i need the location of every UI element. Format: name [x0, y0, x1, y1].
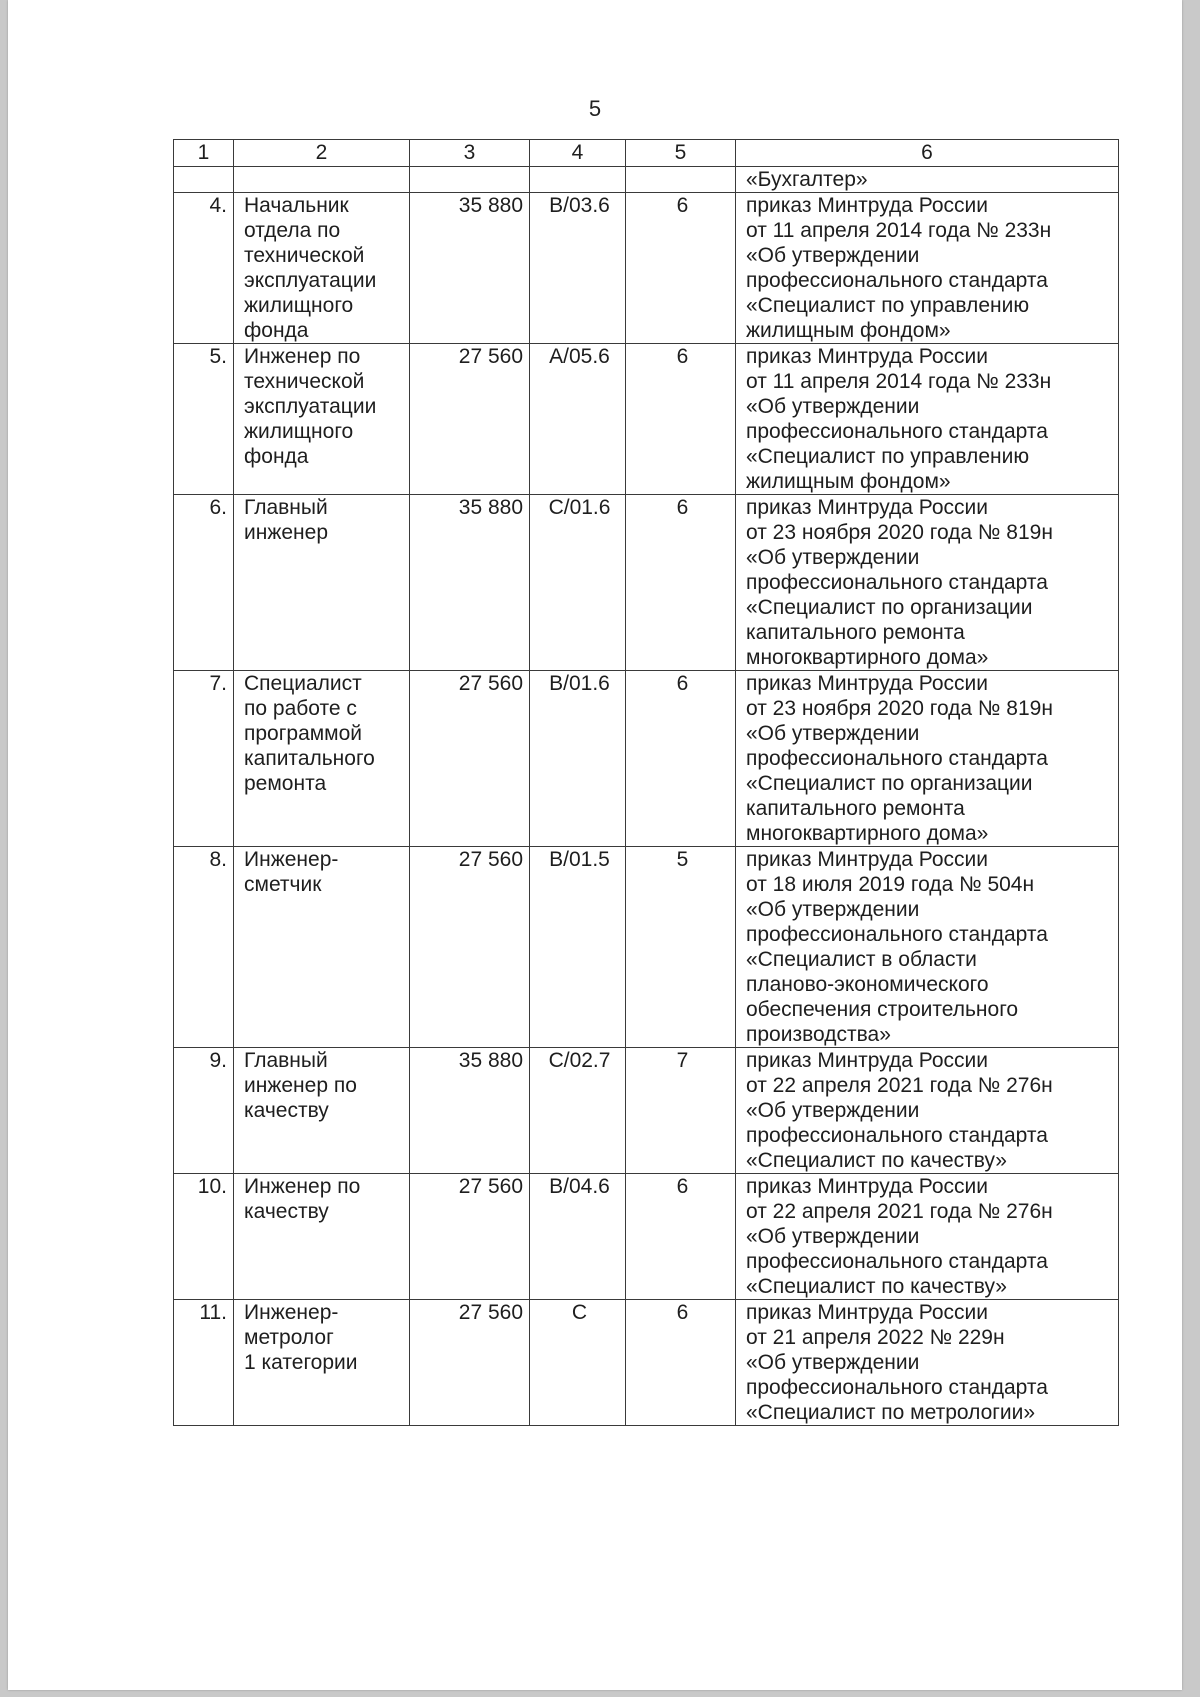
column-header-6: 6 [736, 140, 1119, 167]
professional-standard [736, 1300, 1119, 1426]
continuation-cell-5 [626, 167, 736, 193]
table-row [174, 1174, 1119, 1300]
professional-standard-line: профессионального стандарта [746, 1376, 1048, 1399]
professional-standard-line: профессионального стандарта [746, 923, 1048, 946]
position-title-line: жилищного [244, 294, 354, 317]
qualification-level: 6 [626, 671, 736, 847]
professional-standard-line: от 22 апреля 2021 года № 276н [746, 1074, 1053, 1097]
row-number: 7. [174, 671, 234, 847]
professional-standard-line: «Специалист по организации [746, 772, 1033, 795]
column-header-1: 1 [174, 140, 234, 167]
position-title-line: Инженер- [244, 848, 339, 871]
function-code: B/03.6 [530, 193, 626, 344]
professional-standard-line: планово-экономического [746, 973, 989, 996]
professional-standard-line: многоквартирного дома» [746, 822, 989, 845]
qualification-level: 6 [626, 495, 736, 671]
position-title-line: программой [244, 722, 363, 745]
professional-standard-line: многоквартирного дома» [746, 646, 989, 669]
professional-standard-line: капитального ремонта [746, 621, 965, 644]
position-title [234, 847, 410, 1048]
professional-standard-line: от 22 апреля 2021 года № 276н [746, 1200, 1053, 1223]
professional-standard-line: «Об утверждении [746, 546, 920, 569]
table-row [174, 1300, 1119, 1426]
position-title-line: Главный [244, 496, 328, 519]
continuation-cell-2 [234, 167, 410, 193]
professional-standard [736, 847, 1119, 1048]
professional-standard-line: «Специалист по качеству» [746, 1275, 1007, 1298]
position-title [234, 1300, 410, 1426]
function-code: B/04.6 [530, 1174, 626, 1300]
professional-standard-line: профессионального стандарта [746, 420, 1048, 443]
professional-standard [736, 193, 1119, 344]
professional-standard-line: производства» [746, 1023, 891, 1046]
professional-standard-line: «Специалист по управлению [746, 445, 1030, 468]
professional-standard-line: приказ Минтруда России [746, 194, 989, 217]
position-title-line: Главный [244, 1049, 328, 1072]
professional-standard-line: капитального ремонта [746, 797, 965, 820]
column-header-4: 4 [530, 140, 626, 167]
professional-standard-line: от 23 ноября 2020 года № 819н [746, 521, 1053, 544]
professional-standard-line: «Об утверждении [746, 1351, 920, 1374]
salary-value: 27 560 [410, 344, 530, 495]
position-title-line: эксплуатации [244, 269, 377, 292]
professional-standard-line: профессионального стандарта [746, 1124, 1048, 1147]
table-row [174, 495, 1119, 671]
professional-standard-line: от 11 апреля 2014 года № 233н [746, 219, 1052, 242]
professional-standard [736, 1048, 1119, 1174]
position-title-line: инженер по [244, 1074, 357, 1097]
position-title-line: Специалист [244, 672, 362, 695]
professional-standard [736, 495, 1119, 671]
professional-standard-line: «Специалист по метрологии» [746, 1401, 1036, 1424]
position-title-line: метролог [244, 1326, 334, 1349]
salary-value: 27 560 [410, 1300, 530, 1426]
function-code: A/05.6 [530, 344, 626, 495]
professional-standard-line: от 11 апреля 2014 года № 233н [746, 370, 1052, 393]
row-number: 5. [174, 344, 234, 495]
position-title-line: технической [244, 244, 365, 267]
salary-value: 35 880 [410, 193, 530, 344]
professional-standard-line: профессионального стандарта [746, 269, 1048, 292]
professional-standard-line: «Специалист по управлению [746, 294, 1030, 317]
professional-standard-line: приказ Минтруда России [746, 1175, 989, 1198]
professional-standard-line: «Об утверждении [746, 244, 920, 267]
qualification-level: 7 [626, 1048, 736, 1174]
professional-standard [736, 344, 1119, 495]
row-number: 6. [174, 495, 234, 671]
professional-standard-line: профессионального стандарта [746, 1250, 1048, 1273]
table-row [174, 1048, 1119, 1174]
professional-standard-line: обеспечения строительного [746, 998, 1019, 1021]
position-title-line: по работе с [244, 697, 357, 720]
table-row [174, 344, 1119, 495]
professional-standard-line: «Об утверждении [746, 395, 920, 418]
position-title-line: жилищного [244, 420, 354, 443]
position-title-line: Инженер по [244, 345, 361, 368]
position-title-line: капитального [244, 747, 375, 770]
position-title-line: отдела по [244, 219, 341, 242]
professional-standard-line: «Об утверждении [746, 898, 920, 921]
professional-standard-line: от 21 апреля 2022 № 229н [746, 1326, 1005, 1349]
row-number: 10. [174, 1174, 234, 1300]
table-row [174, 193, 1119, 344]
row-number: 8. [174, 847, 234, 1048]
qualification-level: 6 [626, 1174, 736, 1300]
professional-standard [736, 671, 1119, 847]
row-number: 11. [174, 1300, 234, 1426]
professional-standard-line: профессионального стандарта [746, 747, 1048, 770]
position-title-line: 1 категории [244, 1351, 358, 1374]
row-number: 4. [174, 193, 234, 344]
position-title-line: качеству [244, 1200, 329, 1223]
salary-value: 35 880 [410, 1048, 530, 1174]
position-title-line: сметчик [244, 873, 322, 896]
continuation-row [174, 167, 1119, 193]
position-title-line: Инженер по [244, 1175, 361, 1198]
professional-standard-line: приказ Минтруда России [746, 1301, 989, 1324]
qualification-level: 6 [626, 1300, 736, 1426]
professional-standard-line: приказ Минтруда России [746, 1049, 989, 1072]
function-code: B/01.6 [530, 671, 626, 847]
salary-value: 35 880 [410, 495, 530, 671]
salary-value: 27 560 [410, 671, 530, 847]
salary-value: 27 560 [410, 1174, 530, 1300]
position-title [234, 193, 410, 344]
qualification-level: 5 [626, 847, 736, 1048]
position-title-line: качеству [244, 1099, 329, 1122]
professional-standard-line: профессионального стандарта [746, 571, 1048, 594]
professional-standard-line: жилищным фондом» [746, 470, 951, 493]
salary-value: 27 560 [410, 847, 530, 1048]
positions-table [173, 139, 1119, 1426]
function-code: C [530, 1300, 626, 1426]
column-header-5: 5 [626, 140, 736, 167]
professional-standard-line: приказ Минтруда России [746, 496, 989, 519]
position-title [234, 671, 410, 847]
position-title [234, 495, 410, 671]
position-title-line: фонда [244, 319, 309, 342]
position-title-line: Инженер- [244, 1301, 339, 1324]
continuation-cell-3 [410, 167, 530, 193]
continuation-cell-1 [174, 167, 234, 193]
row-number: 9. [174, 1048, 234, 1174]
professional-standard-line: от 18 июля 2019 года № 504н [746, 873, 1035, 896]
position-title [234, 344, 410, 495]
table-row [174, 847, 1119, 1048]
function-code: C/02.7 [530, 1048, 626, 1174]
document-page [8, 0, 1182, 1690]
position-title-line: эксплуатации [244, 395, 377, 418]
position-title-line: Начальник [244, 194, 349, 217]
professional-standard-line: приказ Минтруда России [746, 345, 989, 368]
professional-standard-line: «Специалист по организации [746, 596, 1033, 619]
professional-standard [736, 1174, 1119, 1300]
professional-standard-line: приказ Минтруда России [746, 848, 989, 871]
position-title-line: технической [244, 370, 365, 393]
function-code: C/01.6 [530, 495, 626, 671]
professional-standard-line: «Об утверждении [746, 1099, 920, 1122]
position-title-line: ремонта [244, 772, 327, 795]
professional-standard-line: «Об утверждении [746, 1225, 920, 1248]
professional-standard-line: жилищным фондом» [746, 319, 951, 342]
professional-standard-line: «Специалист по качеству» [746, 1149, 1007, 1172]
function-code: B/01.5 [530, 847, 626, 1048]
page-number: 5 [588, 96, 602, 121]
position-title [234, 1048, 410, 1174]
continuation-cell-4 [530, 167, 626, 193]
qualification-level: 6 [626, 344, 736, 495]
table-header-row [174, 140, 1119, 167]
position-title [234, 1174, 410, 1300]
column-header-3: 3 [410, 140, 530, 167]
position-title-line: инженер [244, 521, 329, 544]
professional-standard-line: приказ Минтруда России [746, 672, 989, 695]
column-header-2: 2 [234, 140, 410, 167]
professional-standard-line: «Специалист в области [746, 948, 977, 971]
position-title-line: фонда [244, 445, 309, 468]
professional-standard-line: «Об утверждении [746, 722, 920, 745]
qualification-level: 6 [626, 193, 736, 344]
table-row [174, 671, 1119, 847]
professional-standard-line: от 23 ноября 2020 года № 819н [746, 697, 1053, 720]
continuation-text: «Бухгалтер» [736, 167, 1119, 193]
